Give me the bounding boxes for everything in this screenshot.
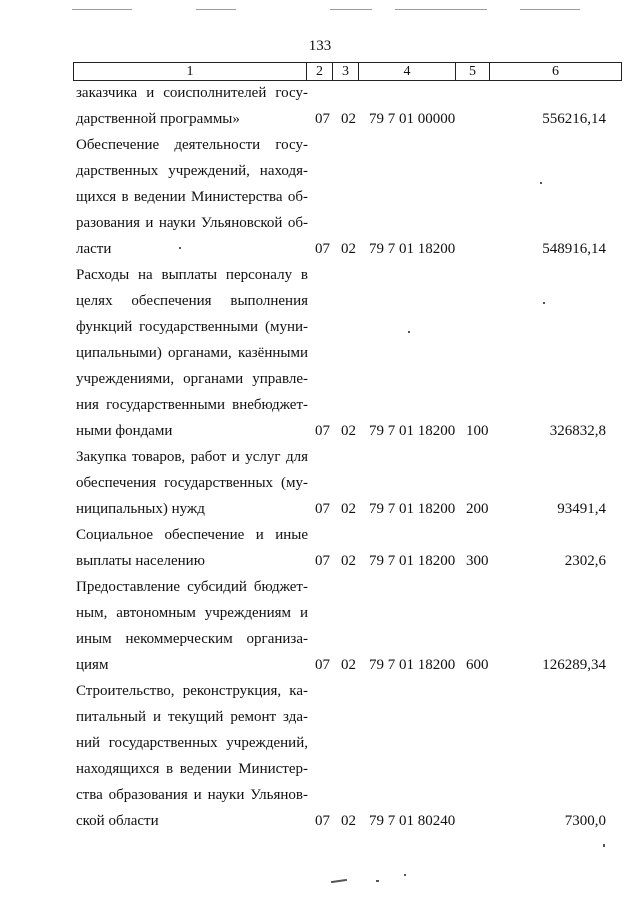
- subsection-code: 02: [341, 657, 356, 673]
- section-code: 07: [315, 111, 330, 127]
- amount-value: 93491,4: [557, 501, 606, 517]
- row-description-line: Закупка товаров, работ и услуг для: [76, 449, 308, 465]
- row-description-line: ской области: [76, 813, 159, 829]
- table-row: [0, 262, 640, 444]
- row-description-line: щихся в ведении Министерства об-: [76, 189, 308, 205]
- scan-speck: [540, 182, 542, 184]
- row-description-line: ными фондами: [76, 423, 173, 439]
- row-description-line: иным некоммерческим организа-: [76, 631, 308, 647]
- expense-type-code: 100: [466, 423, 489, 439]
- row-description-line: обеспечения государственных (му-: [76, 475, 308, 491]
- column-header-row: [74, 63, 622, 81]
- target-item-code: 79 7 01 18200: [369, 423, 456, 439]
- row-description-line: дарственных учреждений, находя-: [76, 163, 308, 179]
- section-code: 07: [315, 501, 330, 517]
- column-header-3: 3: [333, 63, 359, 81]
- scan-speck: [543, 302, 545, 304]
- row-description-line: учреждениями, органами управле-: [76, 371, 308, 387]
- row-description-line: ным, автономным учреждениям и: [76, 605, 308, 621]
- row-description-line: Социальное обеспечение и иные: [76, 527, 308, 543]
- amount-value: 126289,34: [542, 657, 606, 673]
- row-description-line: ния государственными внебюджет-: [76, 397, 308, 413]
- row-description-line: ний государственных учреждений,: [76, 735, 308, 751]
- row-description-line: выплаты населению: [76, 553, 205, 569]
- row-description-line: ласти: [76, 241, 112, 257]
- column-header-5: 5: [456, 63, 490, 81]
- table-row: [0, 678, 640, 834]
- table-row: [0, 444, 640, 522]
- target-item-code: 79 7 01 00000: [369, 111, 456, 127]
- subsection-code: 02: [341, 553, 356, 569]
- target-item-code: 79 7 01 18200: [369, 553, 456, 569]
- row-description-line: Предоставление субсидий бюджет-: [76, 579, 308, 595]
- row-description-line: находящихся в ведении Министер-: [76, 761, 308, 777]
- table-row: [0, 522, 640, 574]
- expense-type-code: 600: [466, 657, 489, 673]
- target-item-code: 79 7 01 80240: [369, 813, 456, 829]
- amount-value: 556216,14: [542, 111, 606, 127]
- row-description-line: разования и науки Ульяновской об-: [76, 215, 308, 231]
- table-row: [0, 80, 640, 132]
- column-header-2: 2: [307, 63, 333, 81]
- row-description-line: целях обеспечения выполнения: [76, 293, 308, 309]
- scan-speck: [404, 874, 406, 876]
- expense-type-code: 200: [466, 501, 489, 517]
- column-header-4: 4: [359, 63, 456, 81]
- subsection-code: 02: [341, 813, 356, 829]
- row-description-line: Обеспечение деятельности госу-: [76, 137, 308, 153]
- scan-artifact-top: [0, 0, 640, 22]
- column-header-6: 6: [490, 63, 622, 81]
- scan-speck: [408, 331, 410, 333]
- row-description-line: заказчика и соисполнителей госу-: [76, 85, 308, 101]
- row-description-line: питальный и текущий ремонт зда-: [76, 709, 308, 725]
- section-code: 07: [315, 553, 330, 569]
- column-header-1: 1: [74, 63, 307, 81]
- scan-speck: [603, 844, 605, 847]
- expense-type-code: 300: [466, 553, 489, 569]
- target-item-code: 79 7 01 18200: [369, 501, 456, 517]
- section-code: 07: [315, 657, 330, 673]
- row-description-line: ства образования и науки Ульянов-: [76, 787, 308, 803]
- subsection-code: 02: [341, 501, 356, 517]
- scan-speck: [376, 880, 379, 882]
- row-description-line: функций государственными (муни-: [76, 319, 308, 335]
- scan-speck: [331, 879, 347, 883]
- amount-value: 7300,0: [564, 813, 606, 829]
- column-header-table: [73, 62, 622, 81]
- subsection-code: 02: [341, 423, 356, 439]
- subsection-code: 02: [341, 241, 356, 257]
- page-number: 133: [308, 38, 332, 54]
- scan-speck: [179, 247, 181, 249]
- row-description-line: Расходы на выплаты персоналу в: [76, 267, 308, 283]
- table-row: [0, 132, 640, 262]
- row-description-line: Строительство, реконструкция, ка-: [76, 683, 308, 699]
- section-code: 07: [315, 423, 330, 439]
- row-description-line: дарственной программы»: [76, 111, 240, 127]
- row-description-line: циям: [76, 657, 109, 673]
- target-item-code: 79 7 01 18200: [369, 657, 456, 673]
- section-code: 07: [315, 813, 330, 829]
- subsection-code: 02: [341, 111, 356, 127]
- table-row: [0, 574, 640, 678]
- row-description-line: ниципальных) нужд: [76, 501, 205, 517]
- target-item-code: 79 7 01 18200: [369, 241, 456, 257]
- amount-value: 548916,14: [542, 241, 606, 257]
- row-description-line: ципальными) органами, казёнными: [76, 345, 308, 361]
- amount-value: 2302,6: [564, 553, 606, 569]
- amount-value: 326832,8: [549, 423, 606, 439]
- section-code: 07: [315, 241, 330, 257]
